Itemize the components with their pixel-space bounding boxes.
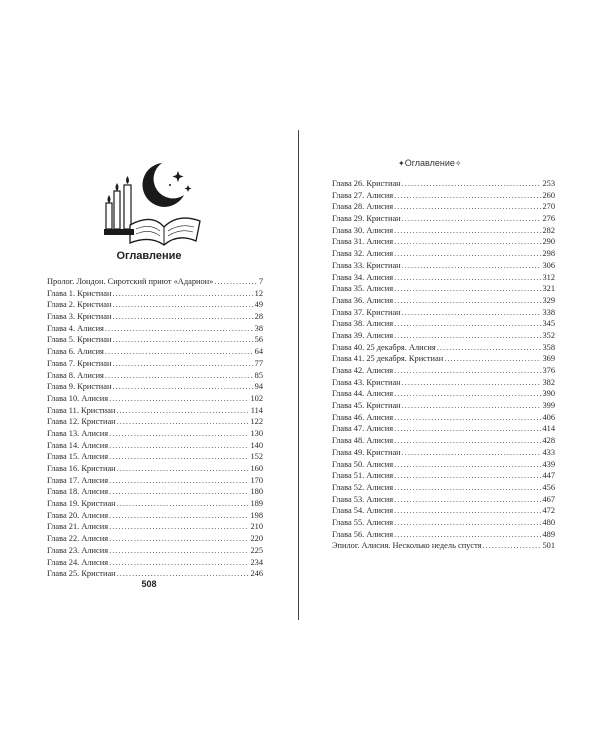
toc-entry bbox=[332, 412, 555, 424]
toc-entry bbox=[332, 459, 555, 471]
toc-entry bbox=[332, 400, 555, 412]
toc-dot-leader bbox=[117, 416, 250, 428]
toc-dot-leader bbox=[109, 451, 249, 463]
toc-entry bbox=[332, 529, 555, 541]
toc-entry-title: Глава 54. Алисия bbox=[332, 506, 394, 516]
toc-entry bbox=[332, 272, 555, 284]
toc-entry-page: 480 bbox=[542, 517, 555, 527]
toc-entry-page: 49 bbox=[254, 300, 263, 310]
toc-dot-leader bbox=[394, 236, 541, 248]
toc-entry-title: Глава 43. Кристиан bbox=[332, 377, 401, 387]
toc-entry-title: Глава 12. Кристиан bbox=[47, 417, 116, 427]
sparkle-icon: ✦ bbox=[398, 159, 405, 168]
toc-entry-page: 253 bbox=[542, 179, 555, 188]
toc-dot-leader bbox=[394, 435, 541, 447]
toc-entry bbox=[332, 260, 555, 272]
toc-entry-title: Глава 16. Кристиан bbox=[47, 464, 116, 473]
page-number: 508 bbox=[141, 579, 157, 589]
toc-entry-title: Глава 11. Кристиан bbox=[47, 405, 116, 415]
toc-entry-title: Глава 38. Алисия bbox=[332, 319, 394, 329]
toc-entry-page: 282 bbox=[542, 225, 555, 235]
toc-entry-title: Глава 6. Алисия bbox=[47, 347, 104, 357]
toc-dot-leader bbox=[105, 323, 254, 335]
toc-entry-page: 38 bbox=[254, 323, 263, 333]
toc-entry-page: 12 bbox=[254, 288, 263, 298]
toc-entry-page: 338 bbox=[542, 307, 555, 317]
running-title-text: Оглавление bbox=[404, 158, 455, 168]
toc-entry-page: 102 bbox=[250, 393, 263, 403]
toc-dot-leader bbox=[437, 342, 542, 354]
toc-dot-leader bbox=[402, 307, 542, 319]
toc-entry-page: 472 bbox=[542, 506, 555, 516]
toc-entry bbox=[332, 201, 555, 213]
sparkle-icon: ✧ bbox=[454, 159, 462, 168]
toc-dot-leader bbox=[394, 529, 541, 541]
toc-entry-page: 414 bbox=[542, 424, 555, 434]
toc-entry-page: 210 bbox=[250, 522, 263, 532]
toc-entry-title: Глава 34. Алисия bbox=[332, 272, 394, 282]
toc-entry-title: Глава 24. Алисия bbox=[47, 557, 109, 567]
toc-dot-leader bbox=[109, 557, 249, 569]
toc-entry bbox=[332, 342, 555, 354]
toc-entry-page: 406 bbox=[542, 412, 555, 422]
toc-entry-page: 225 bbox=[250, 545, 263, 555]
toc-entry-title: Глава 22. Алисия bbox=[47, 534, 109, 544]
toc-entry-page: 433 bbox=[542, 447, 555, 457]
toc-entry-title: Глава 19. Кристиан bbox=[47, 499, 116, 509]
toc-entry-page: 456 bbox=[542, 482, 555, 492]
toc-list-left bbox=[47, 276, 263, 580]
toc-dot-leader bbox=[394, 365, 541, 377]
toc-entry bbox=[47, 416, 263, 428]
toc-dot-leader bbox=[112, 311, 253, 323]
toc-entry bbox=[47, 510, 263, 522]
toc-dot-leader bbox=[109, 440, 249, 452]
toc-entry-title: Глава 37. Кристиан bbox=[332, 307, 401, 317]
toc-entry bbox=[332, 435, 555, 447]
toc-entry-page: 198 bbox=[250, 510, 263, 520]
toc-entry-page: 501 bbox=[542, 541, 555, 551]
toc-entry bbox=[47, 393, 263, 405]
toc-dot-leader bbox=[394, 470, 541, 482]
toc-entry bbox=[47, 370, 263, 382]
toc-entry-title: Глава 45. Кристиан bbox=[332, 401, 401, 411]
toc-entry-page: 352 bbox=[542, 330, 555, 340]
moon-candles-book-illustration bbox=[100, 155, 210, 247]
book-spine-divider bbox=[298, 130, 299, 620]
toc-entry-page: 85 bbox=[254, 370, 263, 380]
toc-entry bbox=[332, 213, 555, 225]
toc-entry-title: Глава 10. Алисия bbox=[47, 393, 109, 403]
toc-entry-title: Глава 47. Алисия bbox=[332, 424, 394, 434]
toc-entry bbox=[332, 190, 555, 202]
toc-entry bbox=[332, 365, 555, 377]
toc-dot-leader bbox=[402, 260, 542, 272]
toc-dot-leader bbox=[394, 505, 541, 517]
toc-entry bbox=[47, 475, 263, 487]
toc-entry bbox=[332, 494, 555, 506]
toc-entry-page: 306 bbox=[542, 260, 555, 270]
toc-dot-leader bbox=[394, 248, 541, 260]
toc-dot-leader bbox=[402, 213, 542, 225]
toc-entry bbox=[47, 557, 263, 569]
toc-entry-page: 234 bbox=[250, 557, 263, 567]
toc-entry-title: Эпилог. Алисия. Несколько недель спустя bbox=[332, 541, 482, 551]
toc-entry-title: Глава 8. Алисия bbox=[47, 370, 104, 380]
toc-entry-page: 276 bbox=[542, 214, 555, 224]
toc-entry-title: Глава 5. Кристиан bbox=[47, 335, 112, 345]
toc-dot-leader bbox=[394, 330, 541, 342]
toc-dot-leader bbox=[112, 381, 253, 393]
toc-entry-title: Глава 14. Алисия bbox=[47, 440, 109, 450]
toc-entry-title: Глава 55. Алисия bbox=[332, 517, 394, 527]
toc-entry-title: Глава 52. Алисия bbox=[332, 482, 394, 492]
toc-entry-page: 160 bbox=[250, 464, 263, 473]
toc-entry-page: 56 bbox=[254, 335, 263, 345]
toc-entry-title: Глава 25. Кристиан bbox=[47, 569, 116, 579]
toc-entry-page: 64 bbox=[254, 347, 263, 357]
toc-entry bbox=[47, 405, 263, 417]
toc-entry bbox=[332, 377, 555, 389]
toc-entry-title: Глава 3. Кристиан bbox=[47, 312, 112, 322]
toc-entry bbox=[332, 470, 555, 482]
toc-dot-leader bbox=[402, 400, 542, 412]
toc-dot-leader bbox=[394, 494, 541, 506]
toc-entry-title: Глава 9. Кристиан bbox=[47, 382, 112, 392]
toc-entry-title: Глава 56. Алисия bbox=[332, 529, 394, 539]
toc-entry bbox=[332, 248, 555, 260]
page-title: Оглавление bbox=[116, 250, 182, 262]
toc-dot-leader bbox=[112, 334, 253, 346]
toc-entry bbox=[332, 482, 555, 494]
toc-entry-page: 7 bbox=[258, 277, 263, 286]
toc-entry-title: Глава 33. Кристиан bbox=[332, 260, 401, 270]
toc-entry-title: Глава 20. Алисия bbox=[47, 510, 109, 520]
toc-entry bbox=[47, 440, 263, 452]
toc-dot-leader bbox=[394, 412, 541, 424]
toc-entry-title: Глава 53. Алисия bbox=[332, 494, 394, 504]
toc-dot-leader bbox=[394, 517, 541, 529]
toc-entry-title: Глава 40. 25 декабря. Алисия bbox=[332, 342, 436, 352]
toc-entry-page: 345 bbox=[542, 319, 555, 329]
toc-entry-page: 140 bbox=[250, 440, 263, 450]
toc-entry-page: 358 bbox=[542, 342, 555, 352]
toc-entry-page: 369 bbox=[542, 354, 555, 364]
toc-entry bbox=[47, 288, 263, 300]
toc-entry-title: Глава 35. Алисия bbox=[332, 284, 394, 294]
toc-entry-page: 220 bbox=[250, 534, 263, 544]
toc-dot-leader bbox=[394, 201, 541, 213]
toc-entry-page: 467 bbox=[542, 494, 555, 504]
toc-entry-page: 390 bbox=[542, 389, 555, 399]
toc-entry bbox=[332, 447, 555, 459]
toc-entry-page: 428 bbox=[542, 436, 555, 446]
toc-dot-leader bbox=[214, 276, 257, 288]
toc-entry bbox=[47, 521, 263, 533]
toc-entry bbox=[47, 358, 263, 370]
toc-entry bbox=[47, 323, 263, 335]
toc-entry-title: Глава 29. Кристиан bbox=[332, 214, 401, 224]
toc-entry bbox=[332, 307, 555, 319]
toc-entry bbox=[47, 545, 263, 557]
left-page bbox=[0, 0, 298, 750]
toc-entry bbox=[332, 236, 555, 248]
toc-dot-leader bbox=[402, 447, 542, 459]
toc-dot-leader bbox=[109, 510, 249, 522]
toc-entry-title: Глава 18. Алисия bbox=[47, 487, 109, 497]
toc-dot-leader bbox=[105, 370, 254, 382]
toc-entry bbox=[332, 423, 555, 435]
toc-entry bbox=[332, 178, 555, 190]
toc-entry bbox=[47, 451, 263, 463]
toc-dot-leader bbox=[109, 393, 249, 405]
running-title bbox=[398, 158, 462, 168]
toc-dot-leader bbox=[117, 498, 250, 510]
toc-entry-page: 170 bbox=[250, 475, 263, 485]
toc-entry-page: 94 bbox=[254, 382, 263, 392]
toc-dot-leader bbox=[394, 318, 541, 330]
toc-entry-page: 130 bbox=[250, 428, 263, 438]
toc-entry-page: 399 bbox=[542, 401, 555, 411]
toc-entry-title: Глава 26. Кристиан bbox=[332, 179, 401, 188]
toc-dot-leader bbox=[109, 533, 249, 545]
toc-entry-title: Глава 39. Алисия bbox=[332, 330, 394, 340]
toc-entry-page: 28 bbox=[254, 312, 263, 322]
toc-entry-title: Глава 42. Алисия bbox=[332, 366, 394, 375]
toc-entry bbox=[47, 334, 263, 346]
toc-dot-leader bbox=[482, 540, 541, 552]
toc-entry-page: 189 bbox=[250, 499, 263, 509]
toc-entry-page: 246 bbox=[250, 569, 263, 579]
toc-entry bbox=[332, 517, 555, 529]
toc-list-right bbox=[332, 178, 555, 552]
toc-dot-leader bbox=[105, 346, 254, 358]
toc-entry-title: Глава 23. Алисия bbox=[47, 545, 109, 555]
toc-entry-title: Глава 51. Алисия bbox=[332, 471, 394, 481]
toc-entry bbox=[332, 318, 555, 330]
toc-entry-page: 439 bbox=[542, 459, 555, 469]
toc-entry-title: Глава 49. Кристиан bbox=[332, 447, 401, 457]
toc-entry bbox=[47, 381, 263, 393]
toc-entry-page: 489 bbox=[542, 529, 555, 539]
toc-entry-title: Глава 30. Алисия bbox=[332, 225, 394, 235]
toc-entry bbox=[47, 463, 263, 475]
toc-entry-title: Глава 15. Алисия bbox=[47, 452, 109, 462]
toc-entry-title: Глава 32. Алисия bbox=[332, 249, 394, 259]
toc-entry-title: Глава 44. Алисия bbox=[332, 389, 394, 399]
toc-dot-leader bbox=[112, 299, 253, 311]
toc-entry-page: 382 bbox=[542, 377, 555, 387]
toc-dot-leader bbox=[402, 377, 542, 389]
toc-dot-leader bbox=[402, 178, 542, 190]
toc-entry bbox=[47, 299, 263, 311]
toc-dot-leader bbox=[394, 388, 541, 400]
toc-dot-leader bbox=[394, 283, 541, 295]
toc-entry bbox=[332, 388, 555, 400]
toc-entry-title: Глава 31. Алисия bbox=[332, 237, 394, 247]
toc-dot-leader bbox=[112, 288, 253, 300]
toc-entry bbox=[332, 225, 555, 237]
toc-entry-page: 376 bbox=[542, 366, 555, 375]
toc-entry-page: 77 bbox=[254, 358, 263, 368]
toc-dot-leader bbox=[394, 482, 541, 494]
toc-entry bbox=[332, 505, 555, 517]
toc-dot-leader bbox=[109, 486, 249, 498]
toc-entry-title: Глава 46. Алисия bbox=[332, 412, 394, 422]
toc-entry-title: Глава 17. Алисия bbox=[47, 475, 109, 485]
toc-entry bbox=[332, 295, 555, 307]
toc-entry-page: 260 bbox=[542, 190, 555, 200]
toc-entry-title: Пролог. Лондон. Сиротский приют «Адарион» bbox=[47, 277, 214, 286]
toc-entry bbox=[47, 533, 263, 545]
toc-entry-page: 298 bbox=[542, 249, 555, 259]
toc-entry bbox=[47, 486, 263, 498]
toc-entry bbox=[332, 353, 555, 365]
toc-dot-leader bbox=[109, 428, 249, 440]
toc-dot-leader bbox=[394, 295, 541, 307]
toc-entry-page: 290 bbox=[542, 237, 555, 247]
toc-dot-leader bbox=[109, 545, 249, 557]
toc-entry-page: 152 bbox=[250, 452, 263, 462]
toc-entry-page: 180 bbox=[250, 487, 263, 497]
toc-dot-leader bbox=[394, 459, 541, 471]
toc-entry-title: Глава 4. Алисия bbox=[47, 323, 104, 333]
toc-entry-page: 447 bbox=[542, 471, 555, 481]
toc-entry-title: Глава 50. Алисия bbox=[332, 459, 394, 469]
toc-entry-page: 321 bbox=[542, 284, 555, 294]
toc-entry-title: Глава 48. Алисия bbox=[332, 436, 394, 446]
toc-dot-leader bbox=[109, 475, 249, 487]
toc-entry-page: 122 bbox=[250, 417, 263, 427]
toc-entry-title: Глава 36. Алисия bbox=[332, 295, 394, 305]
toc-entry-title: Глава 7. Кристиан bbox=[47, 358, 112, 368]
toc-entry-page: 270 bbox=[542, 202, 555, 212]
toc-entry-title: Глава 41. 25 декабря. Кристиан bbox=[332, 354, 444, 364]
toc-entry-page: 329 bbox=[542, 295, 555, 305]
toc-entry-title: Глава 2. Кристиан bbox=[47, 300, 112, 310]
toc-entry bbox=[47, 428, 263, 440]
toc-dot-leader bbox=[394, 225, 541, 237]
toc-entry bbox=[332, 330, 555, 342]
toc-entry bbox=[47, 346, 263, 358]
toc-dot-leader bbox=[444, 353, 541, 365]
toc-entry-title: Глава 1. Кристиан bbox=[47, 288, 112, 298]
toc-entry bbox=[47, 311, 263, 323]
toc-entry bbox=[332, 283, 555, 295]
toc-dot-leader bbox=[112, 358, 253, 370]
toc-dot-leader bbox=[394, 190, 541, 202]
toc-entry-title: Глава 27. Алисия bbox=[332, 190, 394, 200]
toc-dot-leader bbox=[109, 521, 249, 533]
toc-dot-leader bbox=[116, 405, 249, 417]
toc-entry-page: 312 bbox=[542, 272, 555, 282]
toc-entry-title: Глава 21. Алисия bbox=[47, 522, 109, 532]
toc-entry bbox=[47, 498, 263, 510]
toc-dot-leader bbox=[117, 463, 250, 475]
toc-dot-leader bbox=[394, 423, 541, 435]
toc-entry bbox=[47, 276, 263, 288]
toc-entry-title: Глава 13. Алисия bbox=[47, 428, 109, 438]
toc-entry bbox=[332, 540, 555, 552]
toc-entry-page: 114 bbox=[250, 405, 263, 415]
toc-entry-title: Глава 28. Алисия bbox=[332, 202, 394, 212]
toc-dot-leader bbox=[394, 272, 541, 284]
